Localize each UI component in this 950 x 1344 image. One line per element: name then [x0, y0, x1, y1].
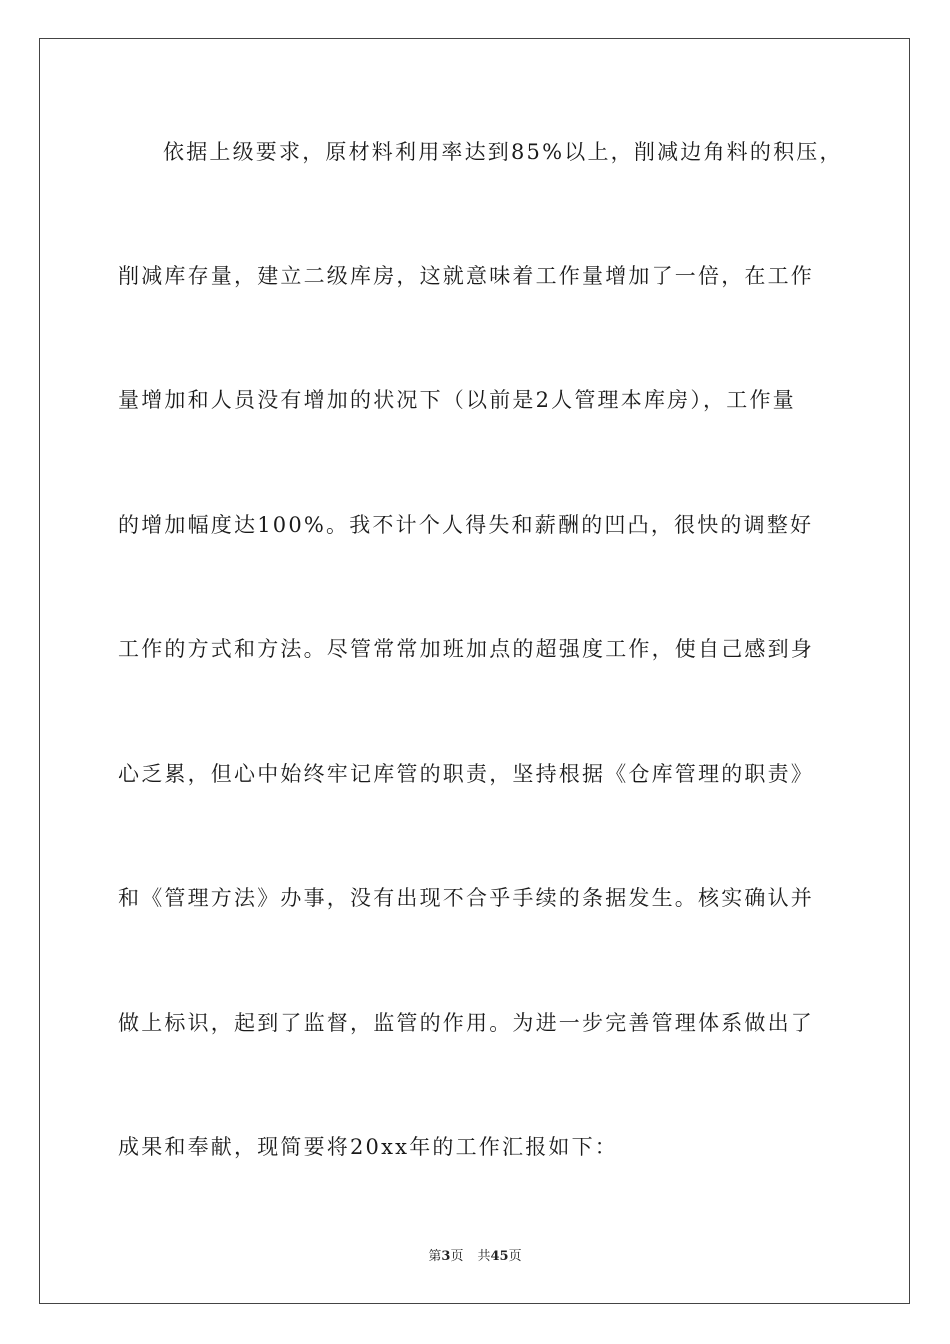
- paragraph-line-5: 工作的方式和方法。尽管常常加班加点的超强度工作，使自己感到身: [118, 637, 814, 661]
- paragraph-line-9: 成果和奉献，现简要将20xx年的工作汇报如下：: [118, 1135, 619, 1159]
- paragraph-line-1: 依据上级要求，原材料利用率达到85%以上，削减边角料的积压，: [163, 140, 843, 164]
- paragraph-line-2: 削减库存量，建立二级库房，这就意味着工作量增加了一倍，在工作: [118, 264, 814, 288]
- paragraph-line-6: 心乏累，但心中始终牢记库管的职责，坚持根据《仓库管理的职责》: [118, 762, 814, 786]
- total-suffix: 页: [508, 1249, 522, 1264]
- total-page-number: 45: [490, 1249, 509, 1264]
- page-prefix: 第: [428, 1249, 442, 1264]
- paragraph-line-4: 的增加幅度达100%。我不计个人得失和薪酬的凹凸，很快的调整好: [118, 513, 814, 537]
- current-page-number: 3: [441, 1249, 451, 1264]
- paragraph-line-3: 量增加和人员没有增加的状况下（以前是2人管理本库房），工作量: [118, 388, 796, 412]
- page-footer: [0, 1249, 950, 1265]
- page-border: [39, 38, 910, 1304]
- page-suffix: 页: [450, 1249, 464, 1264]
- total-prefix: 共: [477, 1249, 491, 1264]
- paragraph-line-7: 和《管理方法》办事，没有出现不合乎手续的条据发生。核实确认并: [118, 886, 814, 910]
- paragraph-line-8: 做上标识，起到了监督，监管的作用。为进一步完善管理体系做出了: [118, 1011, 814, 1035]
